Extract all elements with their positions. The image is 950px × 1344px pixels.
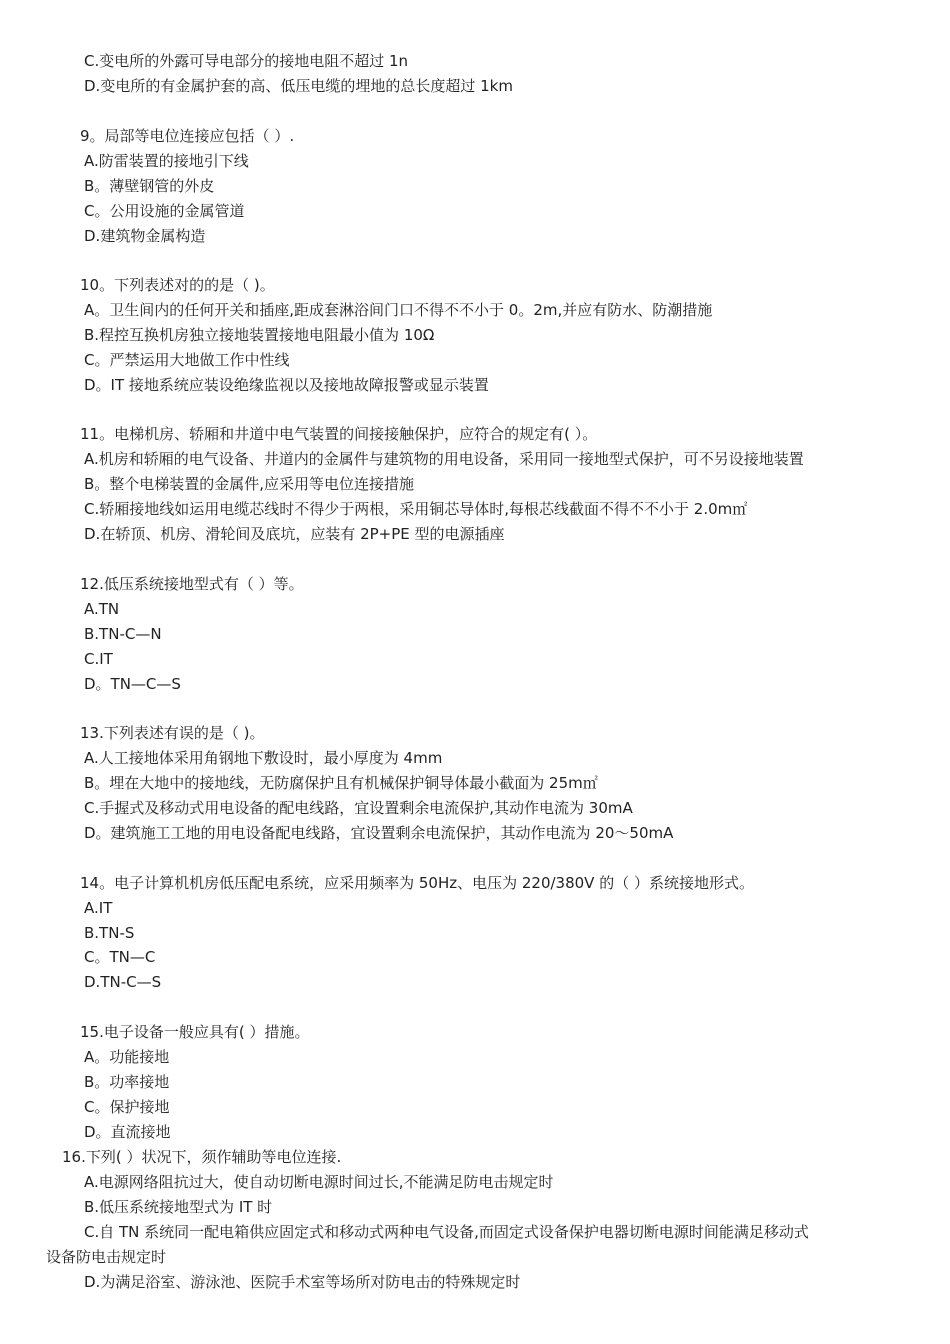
option-c-q16: C.自 TN 系统同一配电箱供应固定式和移动式两种电气设备,而固定式设备保护电器切断电源时间能满足移动式 bbox=[84, 1223, 809, 1241]
option-c-q11: C.轿厢接地线如运用电缆芯线时不得少于两根，采用铜芯导体时,每根芯线截面不得不不小于 2.0m㎡ bbox=[84, 500, 748, 518]
option-d-q14: D.TN-C—S bbox=[84, 973, 162, 991]
option-d-q15: D。直流接地 bbox=[84, 1123, 171, 1141]
option-c-q16-continued: 设备防电击规定时 bbox=[46, 1248, 167, 1266]
option-c-q14: C。TN—C bbox=[84, 948, 156, 966]
question-15: 15.电子设备一般应具有( ）措施。 bbox=[80, 1023, 310, 1041]
option-b-q10: B.程控互换机房独立接地装置接地电阻最小值为 10Ω bbox=[84, 326, 435, 344]
option-b-q9: B。薄壁钢管的外皮 bbox=[84, 177, 215, 195]
question-12: 12.低压系统接地型式有（ ）等。 bbox=[80, 575, 304, 593]
option-b-q15: B。功率接地 bbox=[84, 1073, 170, 1091]
option-a-q11: A.机房和轿厢的电气设备、井道内的金属件与建筑物的用电设备，采用同一接地型式保护，可不另设接地装置 bbox=[84, 450, 804, 468]
question-11: 11。电梯机房、轿厢和井道中电气装置的间接接触保护，应符合的规定有( ）。 bbox=[80, 425, 598, 443]
option-a-q16: A.电源网络阻抗过大，使自动切断电源时间过长,不能满足防电击规定时 bbox=[84, 1173, 554, 1191]
question-14: 14。电子计算机机房低压配电系统，应采用频率为 50Hz、电压为 220/380V 的（ ）系统接地形式。 bbox=[80, 874, 754, 892]
option-b-q11: B。整个电梯装置的金属件,应采用等电位连接措施 bbox=[84, 475, 415, 493]
option-c-q12: C.IT bbox=[84, 650, 113, 668]
option-a-q9: A.防雷装置的接地引下线 bbox=[84, 152, 249, 170]
option-b-q12: B.TN-C—N bbox=[84, 625, 162, 643]
option-d-q10: D。IT 接地系统应装设绝缘监视以及接地故障报警或显示装置 bbox=[84, 376, 489, 394]
option-c-q9: C。公用设施的金属管道 bbox=[84, 202, 245, 220]
option-d-q12: D。TN—C—S bbox=[84, 675, 181, 693]
question-10: 10。下列表述对的的是（ )。 bbox=[80, 276, 275, 294]
option-d-q9: D.建筑物金属构造 bbox=[84, 227, 206, 245]
question-9: 9。局部等电位连接应包括（ ）. bbox=[80, 127, 295, 145]
option-c-q15: C。保护接地 bbox=[84, 1098, 170, 1116]
option-b-q14: B.TN-S bbox=[84, 924, 135, 942]
option-b-q16: B.低压系统接地型式为 IT 时 bbox=[84, 1198, 273, 1216]
option-a-q12: A.TN bbox=[84, 600, 120, 618]
question-13: 13.下列表述有误的是（ )。 bbox=[80, 724, 265, 742]
option-c-q10: C。严禁运用大地做工作中性线 bbox=[84, 351, 290, 369]
option-d-q13: D。建筑施工工地的用电设备配电线路，宜设置剩余电流保护，其动作电流为 20～50mA bbox=[84, 824, 674, 842]
option-a-q14: A.IT bbox=[84, 899, 113, 917]
option-b-q13: B。埋在大地中的接地线，无防腐保护且有机械保护铜导体最小截面为 25m㎡ bbox=[84, 774, 598, 792]
option-d-q16: D.为满足浴室、游泳池、医院手术室等场所对防电击的特殊规定时 bbox=[84, 1273, 521, 1291]
option-a-q10: A。卫生间内的任何开关和插座,距成套淋浴间门口不得不不小于 0。2m,并应有防水、防潮措施 bbox=[84, 301, 713, 319]
option-a-q13: A.人工接地体采用角钢地下敷设时，最小厚度为 4mm bbox=[84, 749, 443, 767]
option-d-q11: D.在轿顶、机房、滑轮间及底坑，应装有 2P+PE 型的电源插座 bbox=[84, 525, 505, 543]
question-16: 16.下列( ）状况下，须作辅助等电位连接. bbox=[62, 1148, 342, 1166]
option-c-q8: C.变电所的外露可导电部分的接地电阻不超过 1n bbox=[84, 52, 409, 70]
option-d-q8: D.变电所的有金属护套的高、低压电缆的埋地的总长度超过 1km bbox=[84, 77, 513, 95]
option-a-q15: A。功能接地 bbox=[84, 1048, 170, 1066]
option-c-q13: C.手握式及移动式用电设备的配电线路，宜设置剩余电流保护,其动作电流为 30mA bbox=[84, 799, 633, 817]
